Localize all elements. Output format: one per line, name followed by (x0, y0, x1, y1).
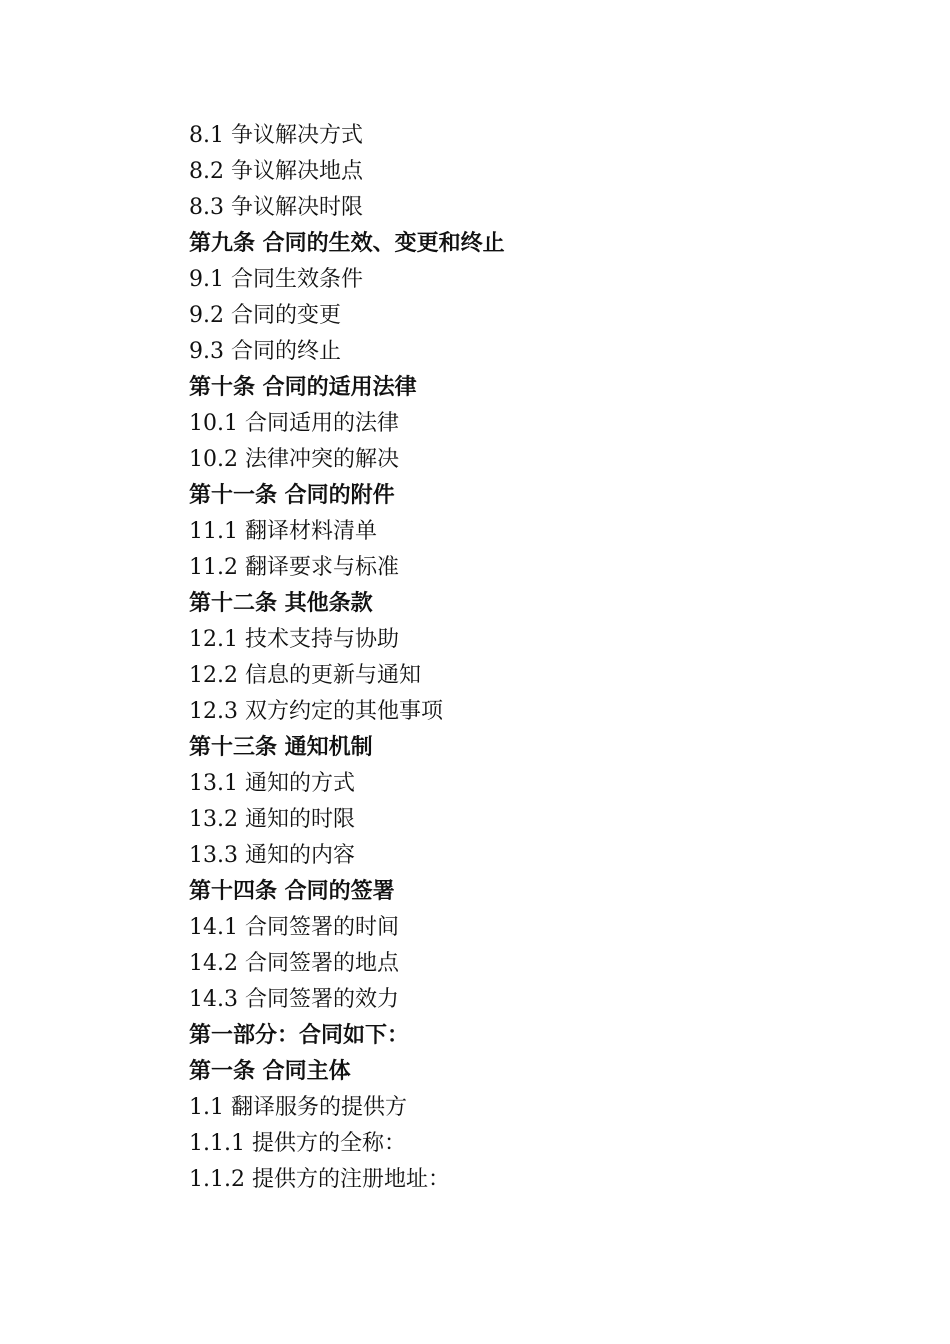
section-heading: 第一部分：合同如下： (189, 1023, 410, 1048)
clause-item: 9.2 合同的变更 (189, 303, 341, 328)
section-heading: 第十四条 合同的签署 (189, 879, 395, 904)
clause-item: 8.3 争议解决时限 (189, 195, 363, 220)
section-heading: 第十三条 通知机制 (189, 735, 373, 760)
clause-item: 13.2 通知的时限 (189, 807, 355, 832)
clause-item: 11.2 翻译要求与标准 (189, 555, 399, 580)
clause-item: 8.2 争议解决地点 (189, 159, 363, 184)
clause-item: 8.1 争议解决方式 (189, 123, 363, 148)
clause-item: 11.1 翻译材料清单 (189, 519, 377, 544)
clause-item: 1.1 翻译服务的提供方 (189, 1095, 407, 1120)
clause-item: 14.1 合同签署的时间 (189, 915, 399, 940)
clause-item: 14.2 合同签署的地点 (189, 951, 399, 976)
clause-item: 13.1 通知的方式 (189, 771, 355, 796)
clause-item: 9.3 合同的终止 (189, 339, 341, 364)
clause-item: 12.1 技术支持与协助 (189, 627, 399, 652)
clause-item: 1.1.2 提供方的注册地址： (189, 1167, 450, 1192)
document-body (189, 118, 889, 1198)
clause-item: 13.3 通知的内容 (189, 843, 355, 868)
section-heading: 第十条 合同的适用法律 (189, 375, 417, 400)
clause-item: 12.2 信息的更新与通知 (189, 663, 421, 688)
clause-item: 10.2 法律冲突的解决 (189, 447, 399, 472)
section-heading: 第十一条 合同的附件 (189, 483, 395, 508)
clause-item: 12.3 双方约定的其他事项 (189, 699, 443, 724)
clause-item: 10.1 合同适用的法律 (189, 411, 399, 436)
section-heading: 第一条 合同主体 (189, 1059, 351, 1084)
section-heading: 第十二条 其他条款 (189, 591, 373, 616)
clause-item: 1.1.1 提供方的全称： (189, 1131, 406, 1156)
section-heading: 第九条 合同的生效、变更和终止 (189, 231, 505, 256)
clause-item: 9.1 合同生效条件 (189, 267, 363, 292)
clause-item: 14.3 合同签署的效力 (189, 987, 399, 1012)
